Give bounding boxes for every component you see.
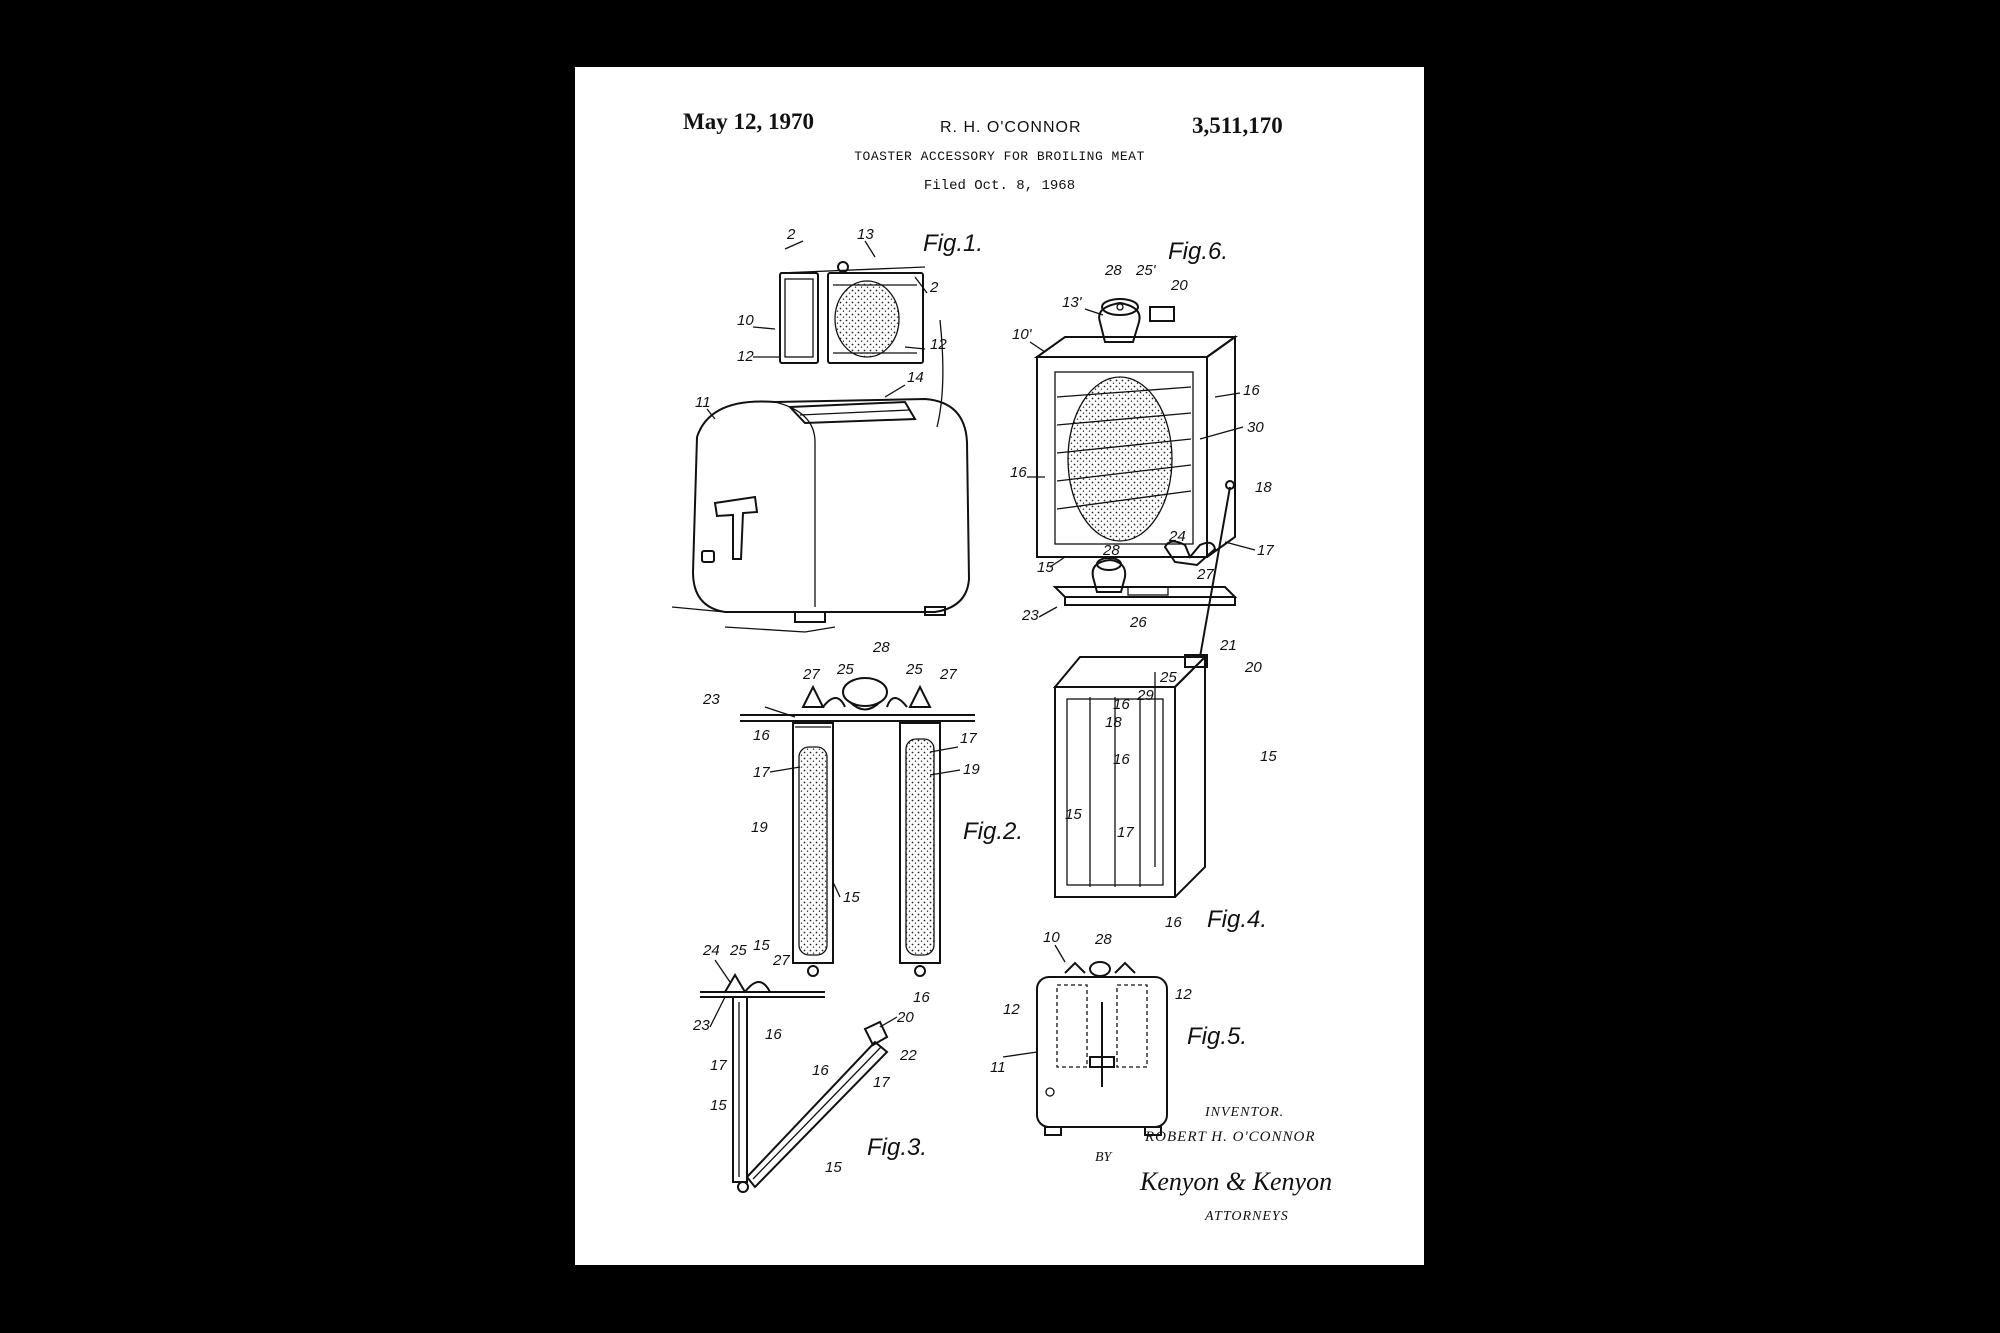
by-label: BY: [1095, 1150, 1112, 1165]
figure-6-drawing: [1037, 299, 1235, 557]
ref-numeral: 14: [907, 369, 924, 386]
ref-numeral: 22: [900, 1047, 917, 1064]
ref-numeral: 24: [703, 942, 720, 959]
patent-number: 3,511,170: [1192, 113, 1283, 138]
figure-5-drawing: [1037, 962, 1167, 1135]
ref-numeral: 19: [751, 819, 768, 836]
inventor-name: R. H. O'CONNOR: [940, 119, 1082, 136]
ref-numeral: 10': [1012, 326, 1032, 343]
ref-numeral: 25: [837, 661, 854, 678]
figure-3-drawing: [700, 975, 887, 1192]
ref-numeral: 13': [1062, 294, 1082, 311]
attorney-signature: Kenyon & Kenyon: [1140, 1167, 1333, 1196]
ref-numeral: 16: [1243, 382, 1260, 399]
ref-numeral: 15: [843, 889, 860, 906]
ref-numeral: 15: [1065, 806, 1082, 823]
fig-4-label: Fig.4.: [1207, 906, 1268, 933]
ref-numeral: 12: [930, 336, 947, 353]
ref-numeral: 16: [753, 727, 770, 744]
ref-numeral: 17: [710, 1057, 727, 1074]
ref-numeral: 27: [773, 952, 790, 969]
figure-1-drawing: [672, 262, 969, 632]
ref-numeral: 10: [1043, 929, 1060, 946]
ref-numeral: 17: [753, 764, 770, 781]
ref-numeral: 28: [1095, 931, 1112, 948]
fig-5-label: Fig.5.: [1187, 1023, 1248, 1050]
ref-numeral: 13: [857, 226, 874, 243]
ref-numeral: 24: [1169, 528, 1186, 545]
ref-numeral: 16: [1010, 464, 1027, 481]
ref-numeral: 25': [1136, 262, 1156, 279]
ref-numeral: 28: [873, 639, 890, 656]
ref-numeral: 10: [737, 312, 754, 329]
ref-numeral: 25: [1160, 669, 1177, 686]
figure-2-drawing: [740, 678, 975, 976]
ref-numeral: 17: [873, 1074, 890, 1091]
patent-sheet: [575, 67, 1424, 1265]
ref-numeral: 17: [1257, 542, 1274, 559]
ref-numeral: 16: [1165, 914, 1182, 931]
ref-numeral: 15: [825, 1159, 842, 1176]
ref-numeral: 16: [1113, 751, 1130, 768]
ref-numeral: 16: [1113, 696, 1130, 713]
ref-numeral: 21: [1220, 637, 1237, 654]
ref-numeral: 17: [960, 730, 977, 747]
ref-numeral: 20: [1245, 659, 1262, 676]
ref-numeral: 18: [1105, 714, 1122, 731]
ref-numeral: 11: [695, 394, 711, 411]
ref-numeral: 26: [1130, 614, 1147, 631]
ref-numeral: 20: [1171, 277, 1188, 294]
ref-numeral: 16: [812, 1062, 829, 1079]
ref-numeral: 27: [940, 666, 957, 683]
fig-6-label: Fig.6.: [1168, 238, 1229, 265]
ref-numeral: 27: [803, 666, 820, 683]
ref-numeral: 17: [1117, 824, 1134, 841]
ref-numeral: 19: [963, 761, 980, 778]
ref-numeral: 29: [1137, 687, 1154, 704]
fig-2-label: Fig.2.: [963, 818, 1024, 845]
ref-numeral: 25: [730, 942, 747, 959]
ref-numeral: 16: [765, 1026, 782, 1043]
fig-1-label: Fig.1.: [923, 230, 984, 257]
ref-numeral: 18: [1255, 479, 1272, 496]
ref-numeral: 15: [1260, 748, 1277, 765]
ref-numeral: 28: [1103, 542, 1120, 559]
inventor-signature: ROBERT H. O'CONNOR: [1145, 1129, 1316, 1145]
ref-numeral: 28: [1105, 262, 1122, 279]
ref-numeral: 15: [710, 1097, 727, 1114]
ref-numeral: 15: [753, 937, 770, 954]
ref-numeral: 12: [737, 348, 754, 365]
inventor-label: INVENTOR.: [1205, 1105, 1285, 1120]
filed-date: Filed Oct. 8, 1968: [923, 178, 1076, 194]
ref-numeral: 2: [930, 279, 939, 296]
ref-numeral: 30: [1247, 419, 1264, 436]
ref-numeral: 20: [897, 1009, 914, 1026]
ref-numeral: 12: [1003, 1001, 1020, 1018]
patent-drawing: [575, 67, 1424, 1265]
ref-numeral: 15: [1037, 559, 1054, 576]
patent-title: TOASTER ACCESSORY FOR BROILING MEAT: [854, 149, 1145, 164]
ref-numeral: 27: [1197, 566, 1214, 583]
ref-numeral: 16: [913, 989, 930, 1006]
ref-numeral: 12: [1175, 986, 1192, 1003]
ref-numeral: 23: [693, 1017, 710, 1034]
ref-numeral: 25: [906, 661, 923, 678]
fig-3-label: Fig.3.: [867, 1134, 928, 1161]
attorneys-label: ATTORNEYS: [1205, 1209, 1289, 1224]
ref-numeral: 2: [787, 226, 796, 243]
ref-numeral: 23: [1022, 607, 1039, 624]
ref-numeral: 23: [703, 691, 720, 708]
patent-date: May 12, 1970: [683, 109, 814, 134]
ref-numeral: 11: [990, 1059, 1006, 1076]
